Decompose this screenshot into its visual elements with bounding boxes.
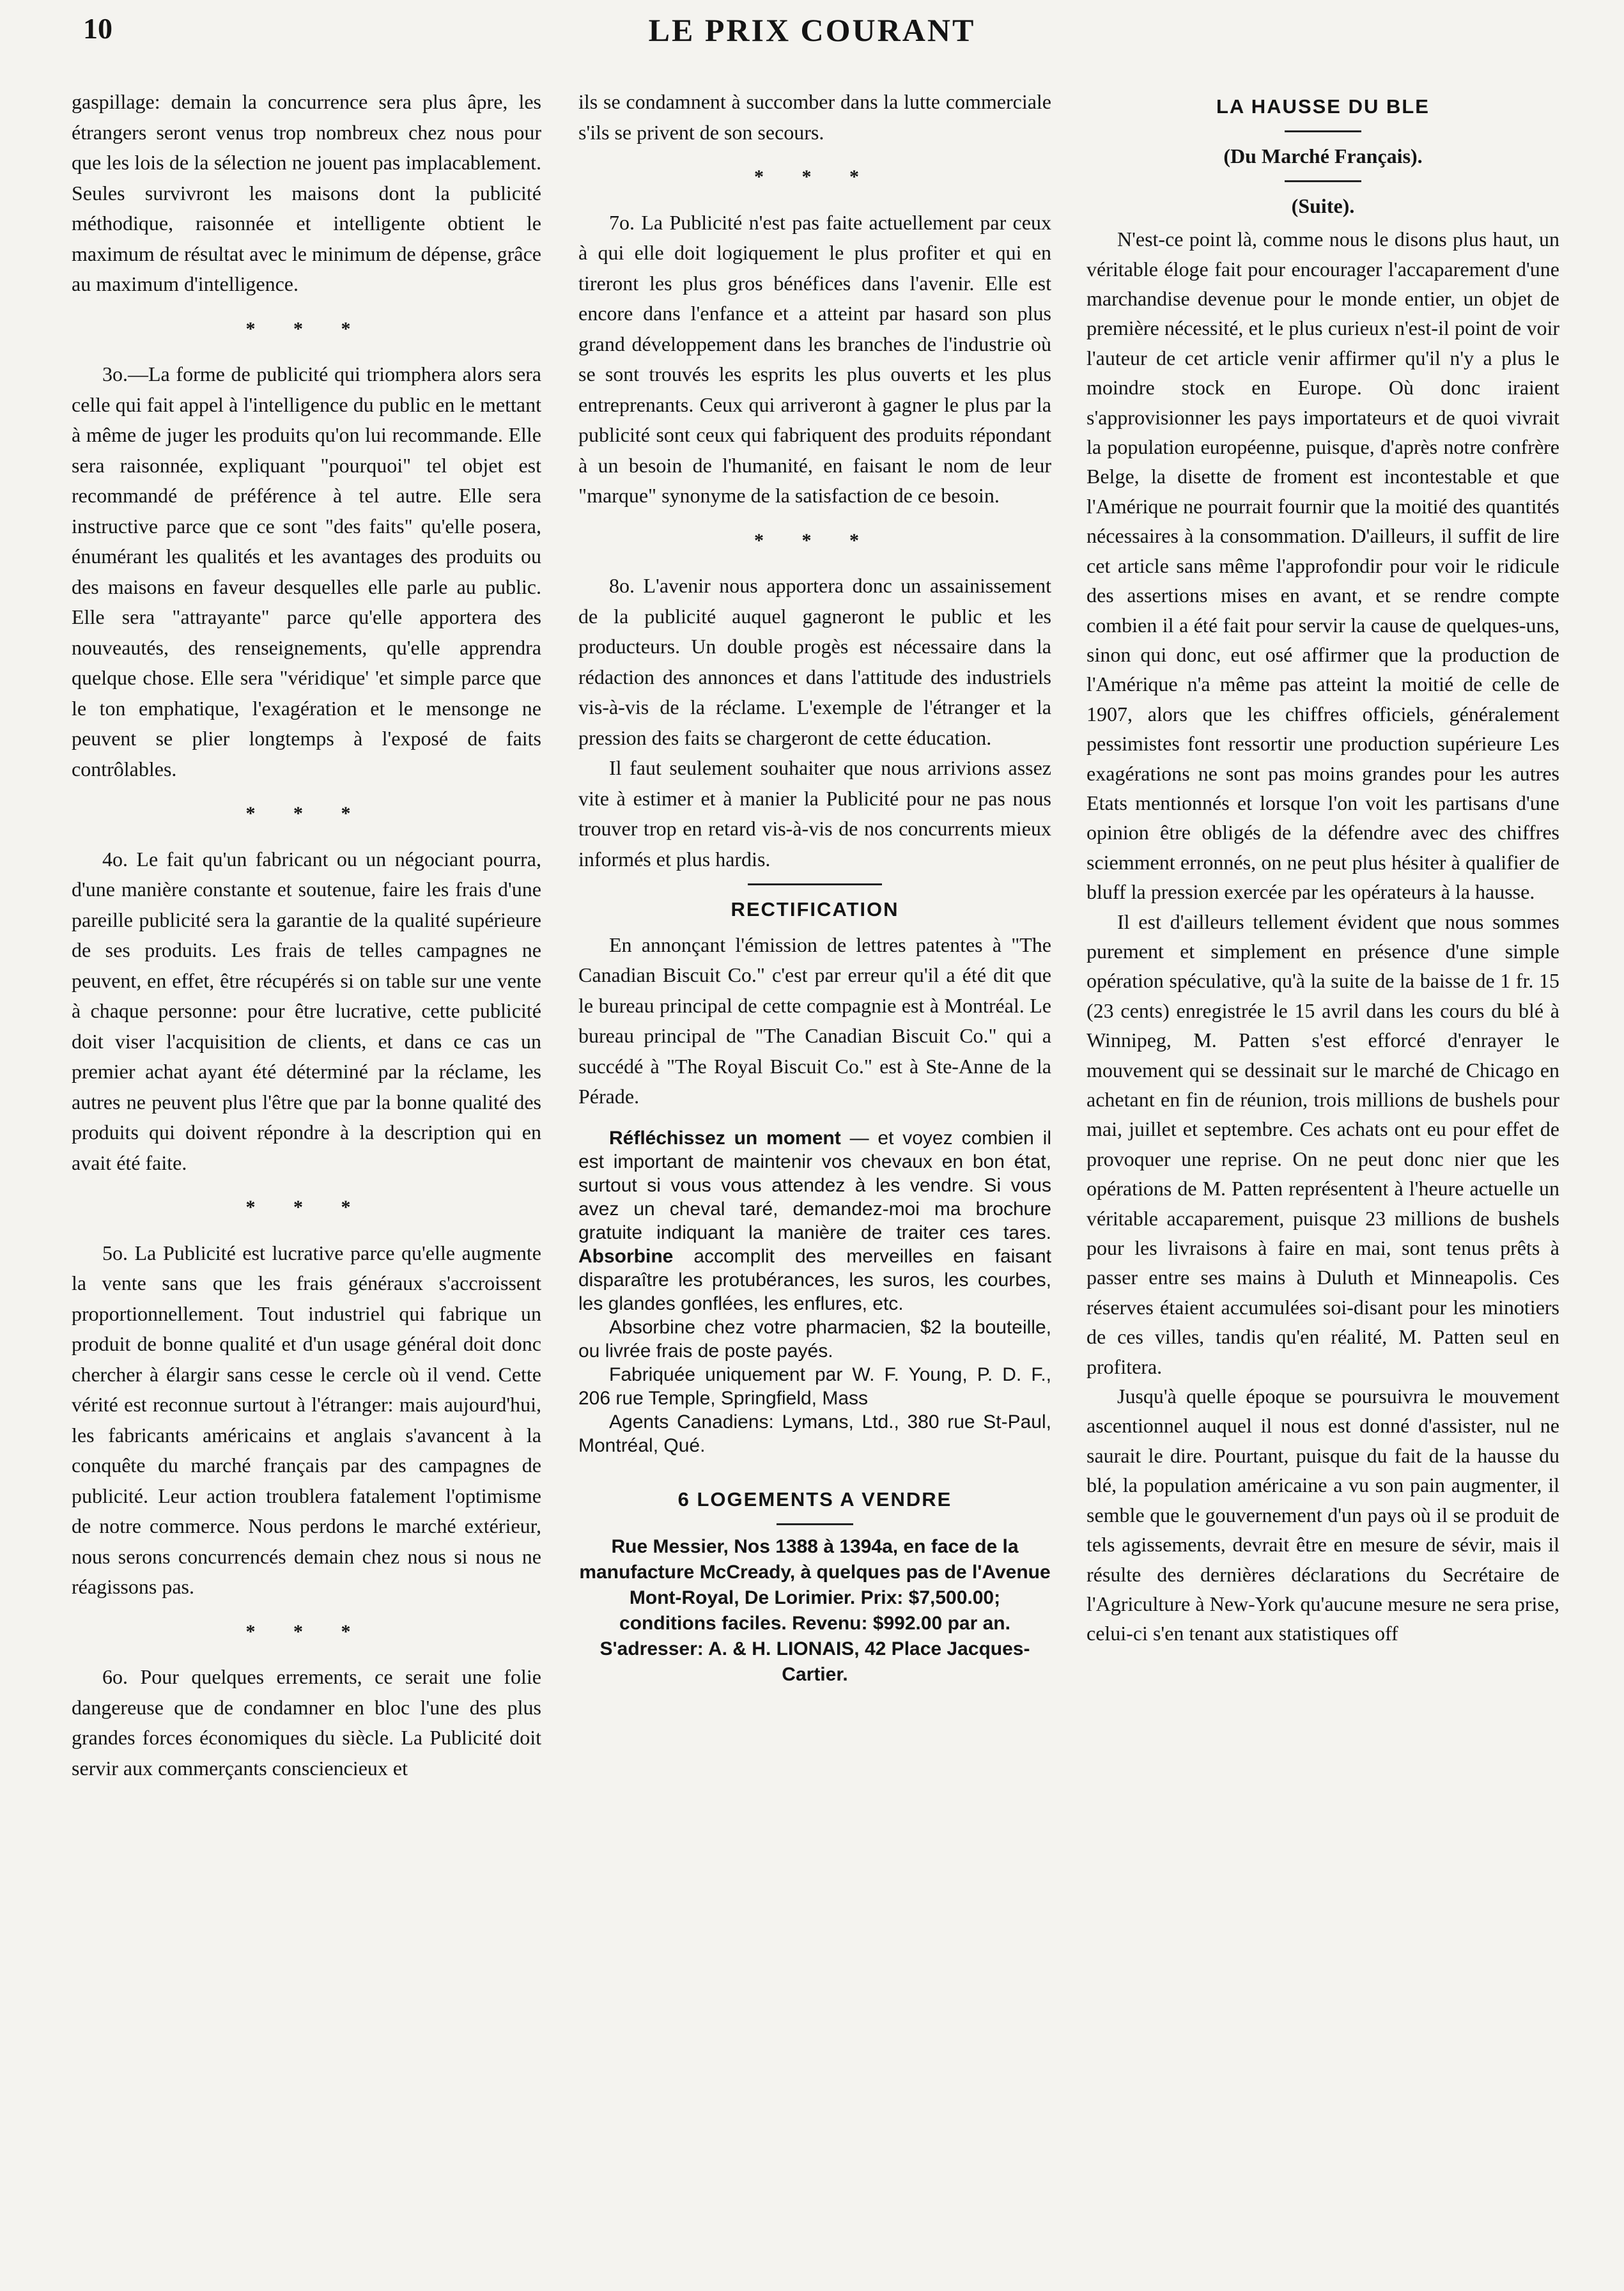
section-separator: * * * bbox=[245, 318, 367, 339]
article-paragraph: N'est-ce point là, comme nous le disons plus haut, un véritable éloge fait pour encourager l'accaparement d'une marchandise devenue pour le monde entier, un objet de première nécessité, et le plus curieux n'est-il point de voir l'auteur de cet article venir affirmer qu'il n'y a plus le moindre stock en Europe. Où donc iraient s'approvisionner les pays importateurs et de quoi vivrait la population européenne, puisque, d'après notre confrère Belge, la disette de froment est incontestable et que l'Amérique ne pourrait fournir que la moitié des quantités nécessaires à la consommation. D'ailleurs, il suffit de lire cet article sans même l'approfondir pour voir le ridicule des assertions mises en avant, et se rendre compte combien il a été fait pour servir la cause de quelques-uns, sinon qui donc, eut osé affirmer que la production de l'Amérique n'a même pas atteint la moitié de celle de 1907, alors que les chiffres officiels, généralement pessimistes font ressortir une production supérieure Les exagérations ne sont pas moins grandes pour les autres Etats mentionnés et lorsque l'on voit les partisans d'une opinion être obligés de la défendre avec des chiffres sciemment erronnés, on ne peut plus hésiter à qualifier de bluff la pression exercée par les opérateurs à la hausse. bbox=[1087, 228, 1559, 904]
section-separator: * * * bbox=[245, 1620, 367, 1642]
article-paragraph: 6o. Pour quelques errements, ce serait une folie dangereuse que de condamner en bloc l'une des plus grandes forces économiques du siècle. La Publicité doit servir aux commerçants consciencieux et bbox=[72, 1665, 541, 1780]
article-paragraph: Il faut seulement souhaiter que nous arrivions assez vite à estimer et à manier la Publicité pour ne pas nous trouver trop en retard vis-à-vis de nos concurrents mieux informés et plus hardis. bbox=[578, 756, 1051, 871]
article-paragraph: gaspillage: demain la concurrence sera plus âpre, les étrangers seront venus trop nombreux chez nous pour que les lois de la sélection ne jouent pas implacablement. Seules survivront les maisons dont la publicité méthodique, raisonnée et intelligente obtient le maximum de résultat avec le minimum de dépense, grâce au maximum d'intelligence. bbox=[72, 90, 541, 295]
advert-brand: Absorbine bbox=[578, 1245, 674, 1267]
divider bbox=[777, 1523, 853, 1525]
article-paragraph: Jusqu'à quelle époque se poursuivra le mouvement ascentionnel auquel il nous est donné d'assister, nul ne saurait le dire. Pourtant, puisque du fait de la hausse du blé, la population américaine a vu son pain augmenter, il semble que le gouvernement d'un pays où il se produit de tels agissements, devrait être en mesure de sévir, mais il résulte des dernières déclarations du Secrétaire de l'Agriculture à New-York qu'aucune mesure ne sera prise, celui-ci s'en tenant aux statistiques off bbox=[1087, 1385, 1559, 1645]
page-number: 10 bbox=[83, 12, 112, 45]
rectification-heading: RECTIFICATION bbox=[731, 898, 899, 920]
advert-maker: Fabriquée uniquement par W. F. Young, P. D. F., 206 rue Temple, Springfield, Mass bbox=[578, 1363, 1051, 1409]
advert-lead: Réfléchissez un moment bbox=[609, 1127, 841, 1149]
divider bbox=[1285, 130, 1361, 132]
journal-title: LE PRIX COURANT bbox=[648, 12, 976, 48]
section-separator: * * * bbox=[245, 1197, 367, 1218]
article-paragraph: ils se condamnent à succomber dans la lutte commerciale s'ils se privent de son secours. bbox=[578, 90, 1051, 144]
column-right bbox=[1087, 87, 1559, 2273]
section-separator: * * * bbox=[754, 529, 876, 551]
advert-agents: Agents Canadiens: Lymans, Ltd., 380 rue St-Paul, Montréal, Qué. bbox=[578, 1411, 1051, 1456]
absorbine-advert bbox=[578, 1126, 1051, 1457]
article-suite: (Suite). bbox=[1291, 194, 1355, 217]
article-title: LA HAUSSE DU BLE bbox=[1216, 95, 1430, 118]
section-separator: * * * bbox=[754, 166, 876, 187]
article-source: (Du Marché Français). bbox=[1223, 144, 1423, 168]
advert-price: Absorbine chez votre pharmacien, $2 la bouteille, ou livrée frais de poste payés. bbox=[578, 1316, 1051, 1362]
logements-text: Rue Messier, Nos 1388 à 1394a, en face de la manufacture McCready, à quelques pas de l'Avenue Mont-Royal, De Lorimier. Prix: $7,500.00; conditions faciles. Revenu: $992.00 par an. S'adresser: A. & H. LIONAIS, 42 Place Jacques-Cartier. bbox=[579, 1536, 1051, 1685]
page-header bbox=[0, 0, 1624, 64]
article-paragraph: 5o. La Publicité est lucrative parce qu'elle augmente la vente sans que les frais généraux s'accroissent proportionnellement. Tout industriel qui fabrique un produit de bonne qualité et d'un usage général doit donc chercher à élargir sans cesse le cercle où il vend. Cette vérité est reconnue surtout à l'étranger: mais aujourd'hui, les fabricants américains et anglais s'avancent à la conquête du marché français par des campagnes de publicité. Leur action troublera fatalement l'optimisme de notre commerce. Nous perdons le marché extérieur, nous serons concurrencés demain chez nous si nous ne réagissons pas. bbox=[72, 1241, 541, 1598]
column-left bbox=[72, 87, 541, 2273]
section-separator: * * * bbox=[245, 803, 367, 824]
advert-text: accomplit des merveilles en faisant disparaître les protubérances, les suros, les courbes, les glandes gonflées, les enflures, etc. bbox=[578, 1245, 1051, 1314]
article-paragraph: 4o. Le fait qu'un fabricant ou un négociant pourra, d'une manière constante et soutenue, faire les frais d'une pareille publicité sera la garantie de la qualité supérieure de ses produits. Les frais de telles campagnes ne peuvent, en effet, être récupérés si on table sur une vente à chaque personne: pour être lucrative, cette publicité doit viser l'acquisition de clients, et dans ce cas un premier achat ayant été déterminé par la réclame, les autres ne peuvent plus l'être que par la bonne qualité des produits qui doivent répondre à la description qui en avait été faite. bbox=[72, 847, 541, 1174]
rectification-text: En annonçant l'émission de lettres patentes à "The Canadian Biscuit Co." c'est par erreur qu'il a été dit que le bureau principal de cette compagnie est à Montréal. Le bureau principal de "The Canadian Biscuit Co." qui a succédé à "The Royal Biscuit Co." est à Ste-Anne de la Pérade. bbox=[578, 933, 1051, 1108]
article-paragraph: 3o.—La forme de publicité qui triomphera alors sera celle qui fait appel à l'intelligence du public en le mettant à même de juger les produits qu'on lui recommande. Elle sera raisonnée, expliquant "pourquoi" tel objet est recommandé de préférence à tel autre. Elle sera instructive parce que ce sont "des faits" qu'elle posera, énumérant les qualités et les avantages des produits ou des maisons en faveur desquelles elle parle au public. Elle sera "attrayante" parce qu'elle apportera des nouveautés, des renseignements, qu'elle apprendra quelque chose. Elle sera "véridique' 'et simple parce que le ton emphatique, l'exagération et le mensonge ne peuvent se plier longtemps à l'exposé de faits contrôlables. bbox=[72, 362, 541, 780]
divider bbox=[1285, 180, 1361, 182]
advert-text: — et voyez combien il est important de maintenir vos chevaux en bon état, surtout si vous vous attendez à les vendre. Si vous avez un cheval taré, demandez-moi ma brochure gratuite indiquant la manière de traiter ces tares. bbox=[578, 1127, 1051, 1243]
article-paragraph: 7o. La Publicité n'est pas faite actuellement par ceux à qui elle doit logiquement le plus profiter et qui en tireront les plus gros bénéfices dans l'avenir. Elle est encore dans l'enfance et a atteint par hasard son plus grand développement dans les branches de l'industrie où se sont trouvés les esprits les plus ouverts et les plus entreprenants. Ceux qui arriveront à gagner le plus par la publicité sont ceux qui fabriquent des produits répondant à un besoin de l'humanité, en faisant le nom de leur "marque" synonyme de la satisfaction de ce besoin. bbox=[578, 210, 1051, 507]
article-paragraph: Il est d'ailleurs tellement évident que nous sommes purement et simplement en présence d'une simple opération spéculative, qu'à la suite de la baisse de 1 fr. 15 (23 cents) enregistrée le 15 avril dans les cours du blé à Winnipeg, M. Patten s'est efforcé d'enrayer le mouvement qui se dessinait sur le marché de Chicago en achetant en fin de réunion, trois millions de bushels pour mai, juillet et septembre. Ces achats ont eu pour effet de provoquer une reprise. On ne peut donc nier que les opérations de M. Patten représentent à l'heure actuelle un véritable accaparement, puisque 23 millions de bushels pour les livraisons à faire en mai, sont tenus prêts à passer entre ses mains à Duluth et Minneapolis. Ces réserves étaient accumulées soi-disant pour les minotiers de ces villes, tandis qu'en réalité, M. Patten seul en profitera. bbox=[1087, 910, 1559, 1378]
column-middle bbox=[578, 87, 1051, 2273]
divider bbox=[748, 883, 882, 885]
article-paragraph: 8o. L'avenir nous apportera donc un assainissement de la publicité auquel gagneront le public et les producteurs. Un double progès est nécessaire dans la rédaction des annonces et dans l'attitude des industriels vis-à-vis de la réclame. L'exemple de l'étranger et la pression des faits se chargeront de cette éducation. bbox=[578, 574, 1051, 749]
logements-heading: 6 LOGEMENTS A VENDRE bbox=[677, 1487, 952, 1511]
